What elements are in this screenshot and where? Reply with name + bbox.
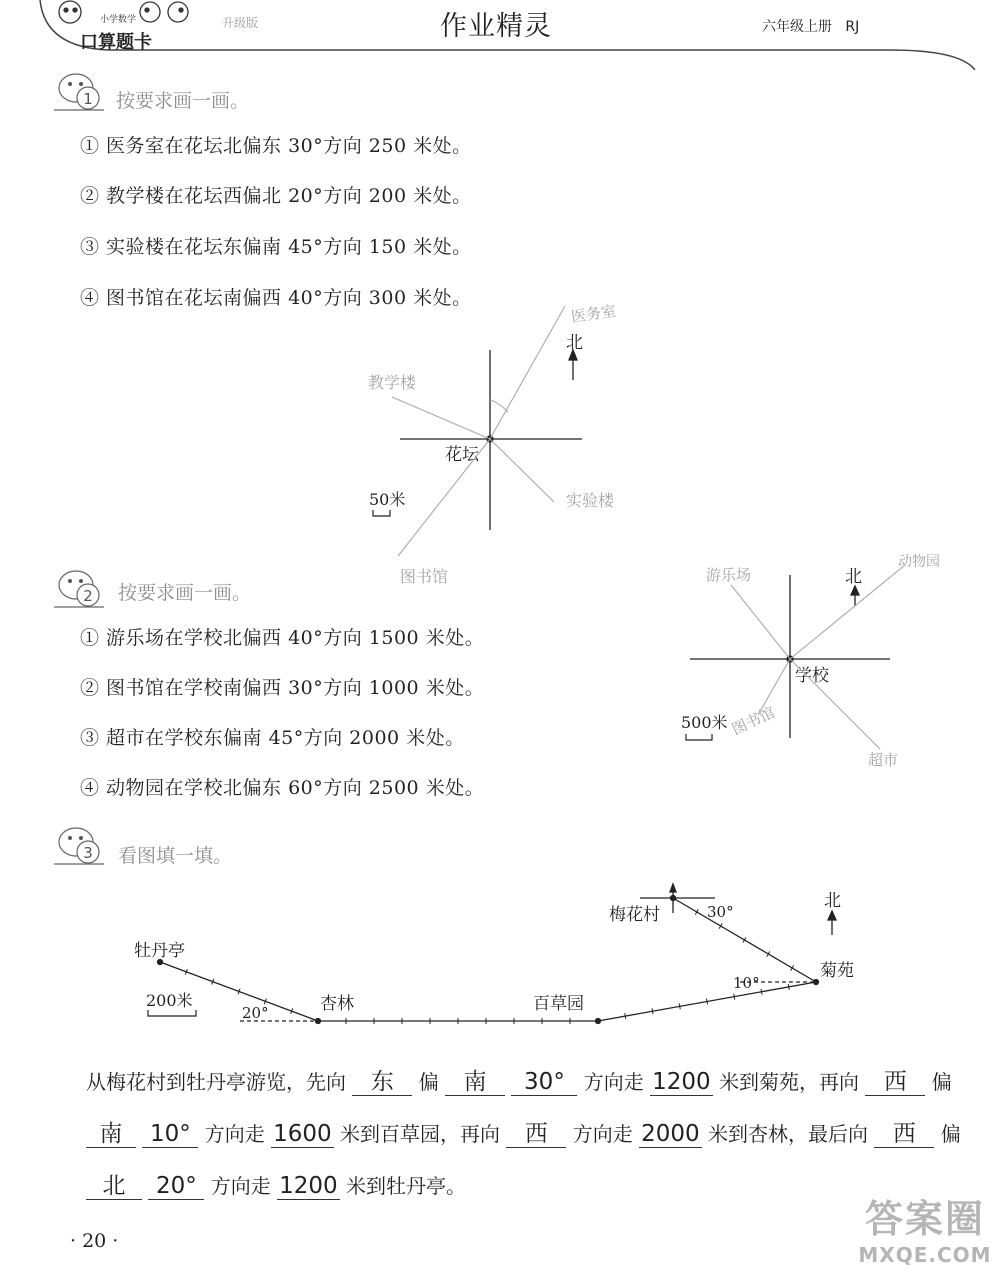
sentence-text: 米到牡丹亭。 (345, 1174, 466, 1198)
answer-line-2 (86, 1118, 961, 1148)
series-small-label: 小学数学 (100, 15, 137, 25)
section-2-item: ④ 动物园在学校北偏东 60°方向 2500 米处。 (80, 777, 485, 799)
section-1-item: ④ 图书馆在花坛南偏西 40°方向 300 米处。 (80, 287, 472, 309)
section-3-title: 看图填一填。 (118, 845, 233, 867)
sentence-text: 偏 (940, 1122, 961, 1146)
answer-blank: 1600 (273, 1121, 332, 1147)
scale-label: 500米 (681, 713, 728, 732)
site-watermark (850, 1188, 1000, 1267)
handwritten-label: 超市 (868, 751, 899, 769)
answer-blank: 30° (511, 1069, 577, 1096)
series-name: 口算题卡 (80, 32, 152, 53)
answer-blank: 10° (142, 1121, 198, 1148)
scale-tick (734, 994, 735, 1000)
section-1-item: ② 教学楼在花坛西偏北 20°方向 200 米处。 (80, 185, 472, 207)
sentence-text: 从梅花村到牡丹亭游览，先向 (86, 1070, 346, 1094)
answer-blank: 北 (86, 1173, 142, 1200)
place-label: 杏林 (320, 994, 354, 1014)
place-label: 菊苑 (820, 961, 854, 981)
answer-blank: 西 (874, 1121, 934, 1148)
answer-blank: 西 (506, 1121, 566, 1148)
plum-village-north-head (670, 884, 676, 892)
edition-label: 升级版 (222, 16, 259, 30)
handwritten-label: 动物园 (898, 554, 940, 570)
handwritten-label: 游乐场 (706, 566, 752, 584)
section-1-title: 按要求画一画。 (116, 90, 250, 112)
sentence-text: 米到菊苑，再向 (719, 1070, 860, 1094)
sentence-text: 偏 (931, 1070, 952, 1094)
point-plum-village (671, 896, 676, 901)
handwritten-label: 图书馆 (729, 703, 778, 739)
point-apricot-grove (316, 1019, 321, 1024)
scale-tick (761, 989, 762, 995)
scale-bar (148, 1010, 196, 1016)
answer-blank: 南 (86, 1121, 136, 1148)
grade-text: 六年级上册 (762, 19, 832, 35)
watermark-url: MXQE.COM (858, 1243, 992, 1267)
section-2-number: 2 (83, 587, 93, 605)
sentence-text: 偏 (418, 1070, 439, 1094)
north-label: 北 (845, 567, 862, 587)
answer-blank: 南 (445, 1069, 505, 1096)
page-title: 作业精灵 (440, 11, 552, 42)
sentence-text: 方向走 (204, 1122, 265, 1146)
scale-tick (788, 984, 789, 990)
sentence-text: 米到杏林，最后向 (707, 1122, 868, 1146)
section-1-number: 1 (83, 90, 93, 108)
section-2-item: ② 图书馆在学校南偏西 30°方向 1000 米处。 (80, 677, 485, 699)
answer-blank: 2000 (641, 1121, 700, 1147)
handwritten-label: 实验楼 (566, 491, 615, 510)
place-label: 梅花村 (609, 905, 660, 925)
place-label: 百草园 (533, 994, 584, 1014)
angle-label: 10° (733, 974, 760, 992)
place-label: 牡丹亭 (134, 941, 185, 961)
sentence-text: 方向走 (572, 1122, 633, 1146)
answer-line-1 (86, 1066, 952, 1096)
scale-tick (706, 999, 707, 1005)
answer-blank: 东 (352, 1069, 412, 1096)
angle-label: 30° (707, 903, 734, 921)
answer-blank: 1200 (279, 1173, 338, 1199)
scale-tick (679, 1003, 680, 1009)
north-label: 北 (566, 333, 583, 353)
sentence-text: 方向走 (210, 1174, 271, 1198)
point-herb-garden (596, 1019, 601, 1024)
scale-label: 50米 (369, 490, 406, 509)
north-arrow-head (828, 911, 836, 920)
sentence-text: 方向走 (583, 1070, 644, 1094)
section-2-item: ① 游乐场在学校北偏西 40°方向 1500 米处。 (80, 627, 485, 649)
watermark-text: 答案圈 (864, 1197, 985, 1241)
scale-tick (652, 1008, 653, 1014)
page-number: · 20 · (70, 1230, 119, 1252)
answer-line-3 (86, 1170, 466, 1200)
answer-blank: 20° (148, 1173, 204, 1200)
section-3-number: 3 (83, 844, 93, 862)
answer-blank: 西 (865, 1069, 925, 1096)
section-2-title: 按要求画一画。 (118, 582, 252, 604)
point-chrysanthemum-garden (814, 980, 819, 985)
section-1-item: ① 医务室在花坛北偏东 30°方向 250 米处。 (80, 135, 472, 157)
center-label: 花坛 (445, 445, 479, 465)
angle-label: 20° (242, 1004, 269, 1022)
edition-code: RJ (845, 19, 860, 35)
answer-blank: 1200 (652, 1069, 711, 1095)
handwritten-label: 图书馆 (400, 567, 449, 586)
north-label: 北 (824, 891, 841, 911)
center-label: 学校 (795, 666, 829, 686)
section-2-item: ③ 超市在学校东偏南 45°方向 2000 米处。 (80, 727, 465, 749)
scale-tick (625, 1013, 626, 1019)
handwritten-label: 医务室 (570, 301, 618, 326)
scale-label: 200米 (146, 991, 193, 1010)
handwritten-label: 教学楼 (368, 373, 417, 392)
sentence-text: 米到百草园，再向 (339, 1122, 500, 1146)
section-1-item: ③ 实验楼在花坛东偏南 45°方向 150 米处。 (80, 236, 472, 258)
